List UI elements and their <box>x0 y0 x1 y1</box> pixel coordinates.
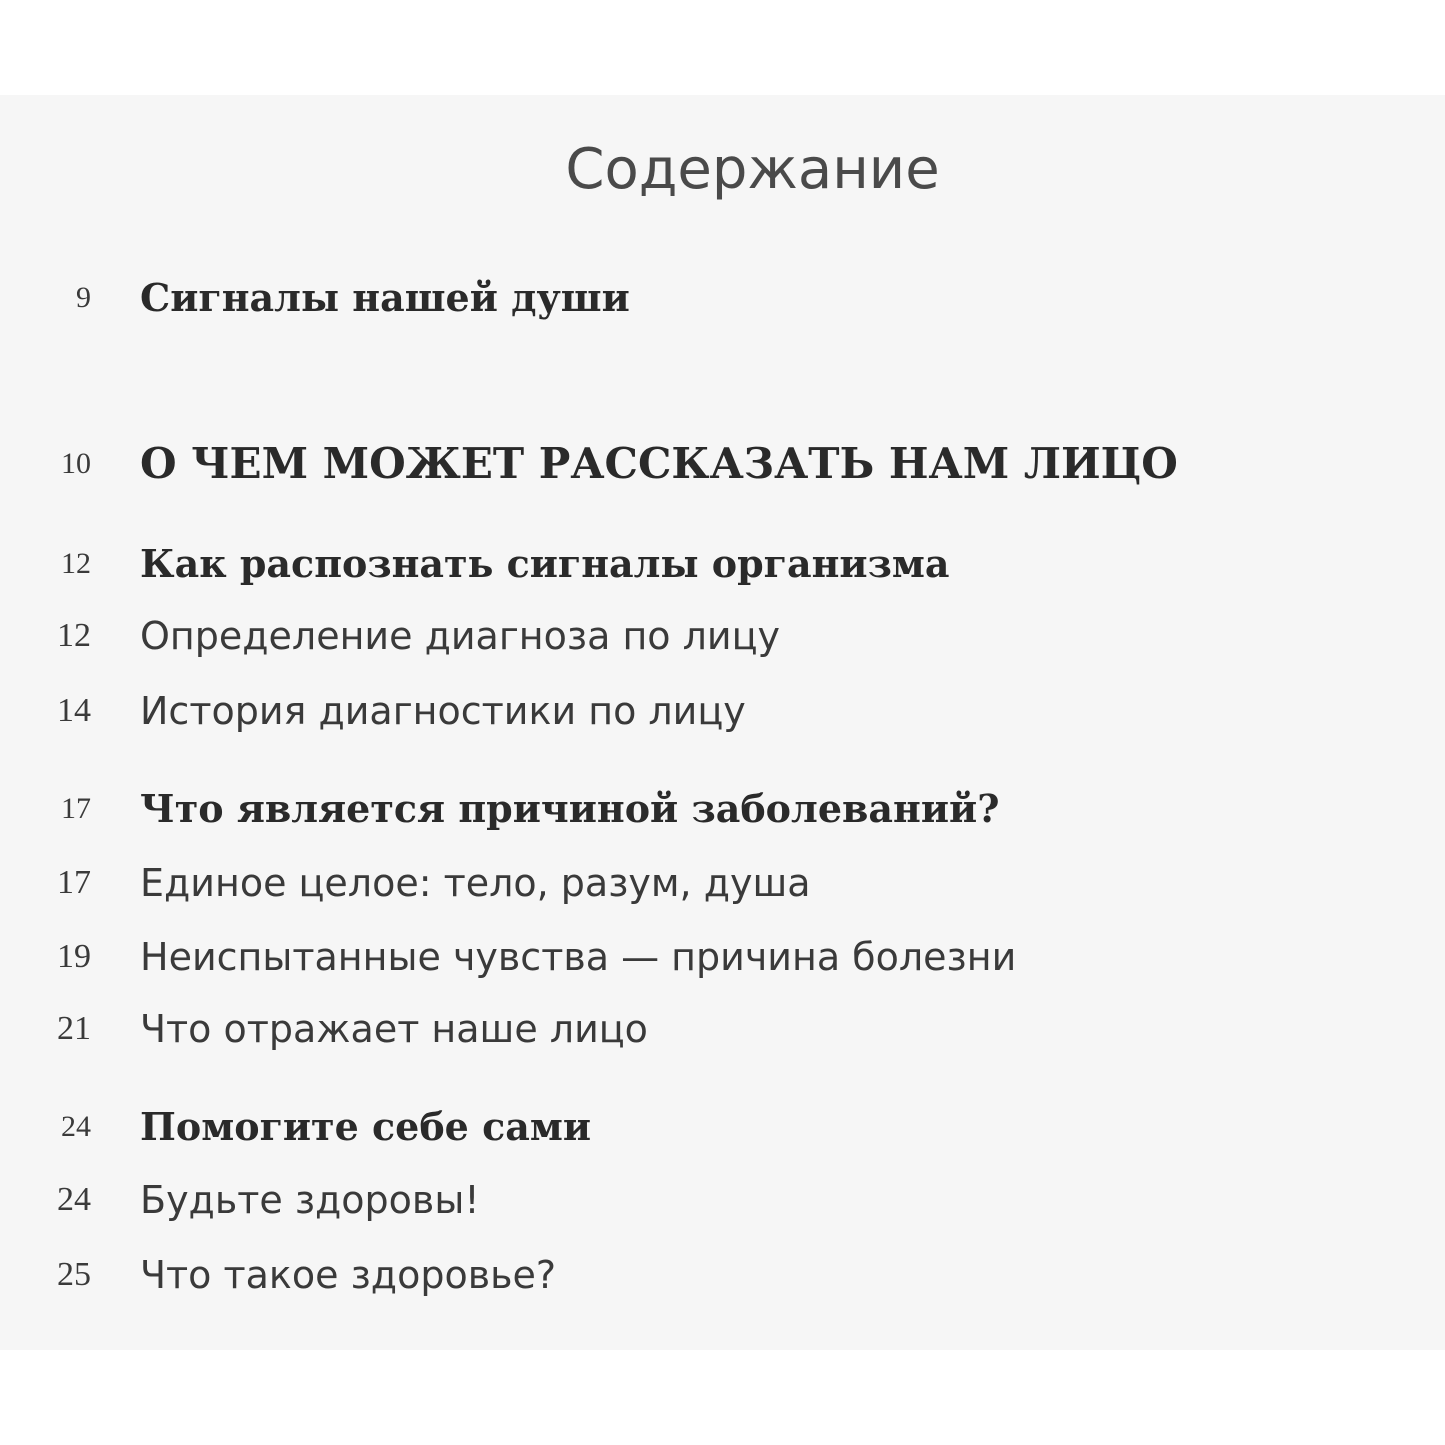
toc-page-number: 12 <box>61 547 91 580</box>
toc-entry-label: Сигналы нашей души <box>140 275 630 320</box>
toc-entry-label: Что является причиной заболеваний? <box>140 786 1000 831</box>
toc-entry <box>0 1170 1445 1230</box>
toc-page-number: 21 <box>57 1010 91 1047</box>
toc-entry-label: О ЧЕМ МОЖЕТ РАССКАЗАТЬ НАМ ЛИЦО <box>140 439 1178 488</box>
toc-entry-label: Единое целое: тело, разум, душа <box>140 861 811 905</box>
toc-page-number: 24 <box>61 1110 91 1143</box>
toc-entry <box>0 1245 1445 1305</box>
toc-entry-label: Что отражает наше лицо <box>140 1007 648 1051</box>
toc-entry <box>0 927 1445 987</box>
toc-entry-label: Как распознать сигналы организма <box>140 541 950 586</box>
toc-entry <box>0 681 1445 741</box>
toc-entry <box>0 434 1445 494</box>
toc-page-number: 14 <box>57 692 91 729</box>
toc-page-number: 12 <box>57 617 91 654</box>
toc-entry-label: Будьте здоровы! <box>140 1178 480 1222</box>
toc-entry <box>0 1097 1445 1157</box>
toc-page-number: 17 <box>57 864 91 901</box>
toc-entry <box>0 606 1445 666</box>
toc-page-number: 19 <box>57 938 91 975</box>
toc-entry <box>0 999 1445 1059</box>
toc-page-number: 24 <box>57 1181 91 1218</box>
toc-entry <box>0 779 1445 839</box>
toc-page-number: 10 <box>61 447 91 480</box>
toc-entry <box>0 268 1445 328</box>
toc-entry <box>0 853 1445 913</box>
toc-entry-label: Что такое здоровье? <box>140 1253 557 1297</box>
toc-entry-label: Определение диагноза по лицу <box>140 614 780 658</box>
toc-entry-label: Неиспытанные чувства — причина болезни <box>140 935 1017 979</box>
toc-page-number: 25 <box>57 1256 91 1293</box>
toc-page-number: 9 <box>76 281 91 314</box>
toc-title: Содержание <box>565 137 940 202</box>
toc-entry <box>0 534 1445 594</box>
toc-page-number: 17 <box>61 792 91 825</box>
toc-entry-label: История диагностики по лицу <box>140 689 746 733</box>
toc-entry-label: Помогите себе сами <box>140 1104 592 1149</box>
